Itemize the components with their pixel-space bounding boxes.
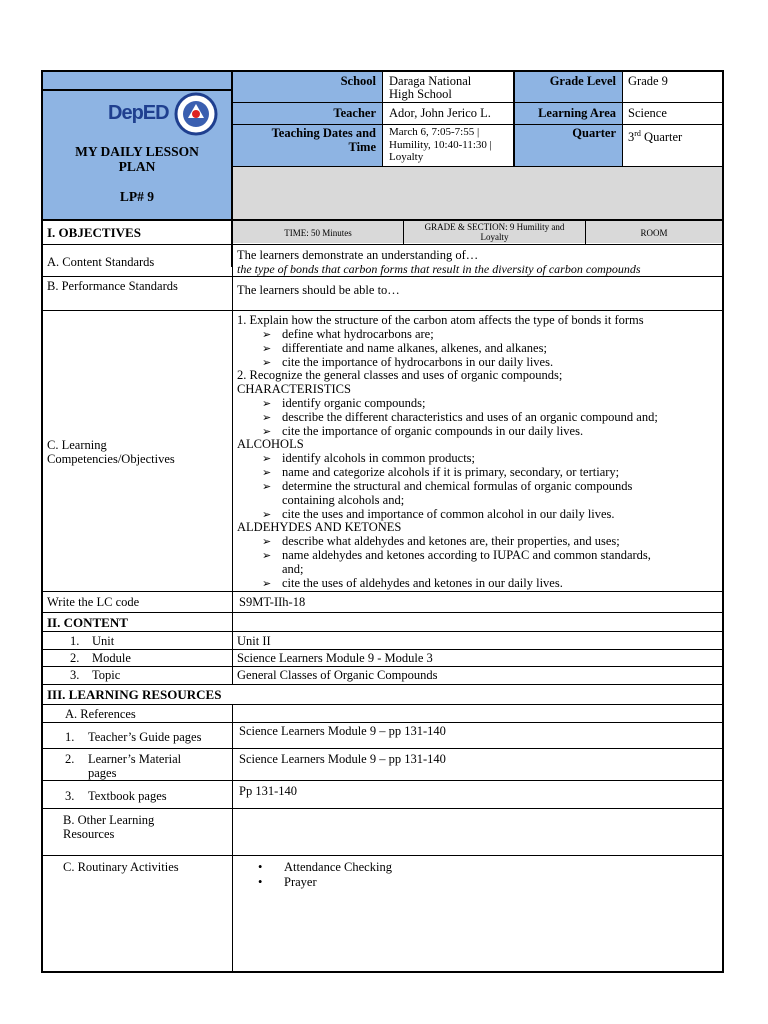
competency-bullet: ➢ differentiate and name alkanes, alkenes, and alkanes;: [262, 341, 547, 355]
competency-subheading: ALCOHOLS: [237, 437, 304, 451]
learners-material-label-1: Learner’s Material: [88, 752, 182, 766]
competency-bullet: ➢ describe what aldehydes and ketones are, their properties, and uses;: [262, 534, 620, 548]
content-heading: II. CONTENT: [47, 615, 128, 630]
performance-standards-value: The learners should be able to…: [237, 283, 400, 297]
content-standards-line2: the type of bonds that carbon forms that result in the diversity of carbon compounds: [237, 262, 641, 276]
arrow-bullet-icon: ➢: [262, 467, 272, 479]
rule: [42, 591, 723, 592]
arrow-bullet-icon: ➢: [262, 453, 272, 465]
content-standards-line1: The learners demonstrate an understanding of…: [237, 248, 479, 262]
rule: [42, 631, 723, 632]
learning-area-label: Learning Area: [538, 106, 616, 120]
arrow-bullet-icon: ➢: [262, 357, 272, 369]
competency-bullet: ➢ identify organic compounds;: [262, 396, 426, 410]
unit-label: Unit: [92, 634, 115, 648]
performance-standards-label: B. Performance Standards: [47, 279, 178, 293]
school-label: School: [340, 74, 376, 88]
deped-seal-icon: [174, 92, 218, 136]
other-resources-label-2: Resources: [63, 827, 115, 841]
learners-material-value: Science Learners Module 9 – pp 131-140: [239, 752, 446, 766]
module-number: 2.: [70, 651, 80, 665]
routinary-activities-list: [258, 860, 392, 890]
deped-logo: [108, 96, 220, 136]
time-info: TIME: 50 Minutes: [284, 228, 352, 238]
arrow-bullet-icon: ➢: [262, 578, 272, 590]
learners-material-label-2: pages: [88, 766, 117, 780]
competency-bullet: ➢ name aldehydes and ketones according to IUPAC and common standards,: [262, 548, 651, 562]
rule: [232, 704, 233, 972]
teachers-guide-value: Science Learners Module 9 – pp 131-140: [239, 724, 446, 738]
textbook-value: Pp 131-140: [239, 784, 297, 798]
grade-level-label: Grade Level: [549, 74, 616, 88]
dates-value: March 6, 7:05-7:55 | Humility, 10:40-11:30 | Loyalty: [389, 126, 492, 163]
competency-bullet: ➢ cite the importance of hydrocarbons in our daily lives.: [262, 355, 554, 369]
textbook-number: 3.: [65, 789, 75, 803]
rule: [42, 684, 723, 685]
rule: [42, 704, 723, 705]
rule: [232, 102, 722, 103]
competency-bullet: ➢ identify alcohols in common products;: [262, 451, 476, 465]
teachers-guide-label: Teacher’s Guide pages: [88, 730, 202, 744]
competency-line: 2. Recognize the general classes and uses of organic compounds;: [237, 368, 563, 382]
module-label: Module: [92, 651, 131, 665]
rule: [42, 780, 723, 781]
quarter-word: Quarter: [640, 130, 683, 145]
quarter-label: Quarter: [572, 126, 616, 140]
resources-heading: III. LEARNING RESOURCES: [47, 687, 222, 702]
rule: [42, 89, 232, 91]
quarter-number: 3: [628, 130, 635, 145]
rule: [42, 722, 723, 723]
arrow-bullet-icon: ➢: [262, 536, 272, 548]
rule: [42, 310, 723, 311]
competency-continuation: containing alcohols and;: [282, 493, 405, 507]
competency-bullet: ➢ cite the importance of organic compounds in our daily lives.: [262, 424, 584, 438]
arrow-bullet-icon: ➢: [262, 509, 272, 521]
competency-subheading: CHARACTERISTICS: [237, 382, 351, 396]
lc-code-value: S9MT-IIh-18: [239, 595, 306, 609]
competency-bullet: ➢ describe the different characteristics and uses of an organic compound and;: [262, 410, 658, 424]
module-value: Science Learners Module 9 - Module 3: [237, 651, 433, 665]
rule: [42, 612, 723, 613]
teachers-guide-number: 1.: [65, 730, 75, 744]
dates-label-1: Teaching Dates and: [271, 126, 376, 140]
arrow-bullet-icon: ➢: [262, 481, 272, 493]
competency-bullet: ➢ define what hydrocarbons are;: [262, 327, 434, 341]
page-title-line2: PLAN: [118, 159, 156, 174]
references-label: A. References: [65, 707, 136, 721]
competency-line: 1. Explain how the structure of the carbon atom affects the type of bonds it forms: [237, 313, 644, 327]
competency-bullet: ➢ cite the uses of aldehydes and ketones in our daily lives.: [262, 576, 563, 590]
lp-number: LP# 9: [119, 189, 155, 204]
page-title-line1: MY DAILY LESSON: [75, 144, 199, 159]
teacher-value: Ador, John Jerico L.: [389, 106, 491, 120]
list-item: • Prayer: [258, 875, 392, 890]
competencies-label-2: Competencies/Objectives: [47, 452, 175, 466]
unit-number: 1.: [70, 634, 80, 648]
grade-level-value: Grade 9: [628, 74, 668, 88]
rule: [42, 276, 723, 277]
rule: [232, 244, 233, 684]
topic-number: 3.: [70, 668, 80, 682]
rule: [42, 748, 723, 749]
learning-area-value: Science: [628, 106, 667, 120]
school-value: Daraga National High School: [389, 74, 472, 101]
content-standards-label: A. Content Standards: [47, 255, 155, 269]
quarter-suffix: rd: [634, 129, 641, 138]
textbook-label: Textbook pages: [88, 789, 167, 803]
rule: [42, 244, 723, 245]
rule: [42, 666, 723, 667]
rule: [232, 166, 722, 167]
rule: [232, 124, 722, 125]
learners-material-number: 2.: [65, 752, 75, 766]
arrow-bullet-icon: ➢: [262, 398, 272, 410]
rule: [42, 219, 723, 221]
topic-label: Topic: [92, 668, 121, 682]
lc-code-label: Write the LC code: [47, 595, 140, 609]
teacher-label: Teacher: [333, 106, 376, 120]
room-info: ROOM: [640, 228, 668, 238]
topic-value: General Classes of Organic Compounds: [237, 668, 438, 682]
competency-continuation: and;: [282, 562, 304, 576]
rule: [622, 72, 623, 166]
objectives-heading: I. OBJECTIVES: [47, 225, 141, 240]
dates-label-2: Time: [348, 140, 376, 154]
grade-section-info: GRADE & SECTION: 9 Humility and Loyalty: [424, 222, 565, 242]
arrow-bullet-icon: ➢: [262, 426, 272, 438]
arrow-bullet-icon: ➢: [262, 550, 272, 562]
other-resources-label-1: B. Other Learning: [63, 813, 155, 827]
arrow-bullet-icon: ➢: [262, 329, 272, 341]
rule: [42, 808, 723, 809]
competency-bullet: ➢ determine the structural and chemical formulas of organic compounds: [262, 479, 633, 493]
arrow-bullet-icon: ➢: [262, 343, 272, 355]
routinary-activities-label: C. Routinary Activities: [63, 860, 179, 874]
deped-logo-text: DepED: [108, 102, 169, 124]
competency-subheading: ALDEHYDES AND KETONES: [237, 520, 402, 534]
arrow-bullet-icon: ➢: [262, 412, 272, 424]
competencies-label-1: C. Learning: [47, 438, 107, 452]
competency-bullet: ➢ cite the uses and importance of common alcohol in our daily lives.: [262, 507, 615, 521]
unit-value: Unit II: [237, 634, 271, 648]
competency-bullet: ➢ name and categorize alcohols if it is primary, secondary, or tertiary;: [262, 465, 620, 479]
list-item: • Attendance Checking: [258, 860, 392, 875]
rule: [42, 649, 723, 650]
rule: [382, 72, 383, 166]
rule: [42, 855, 723, 856]
rule: [513, 72, 515, 166]
quarter-value: [628, 127, 682, 144]
